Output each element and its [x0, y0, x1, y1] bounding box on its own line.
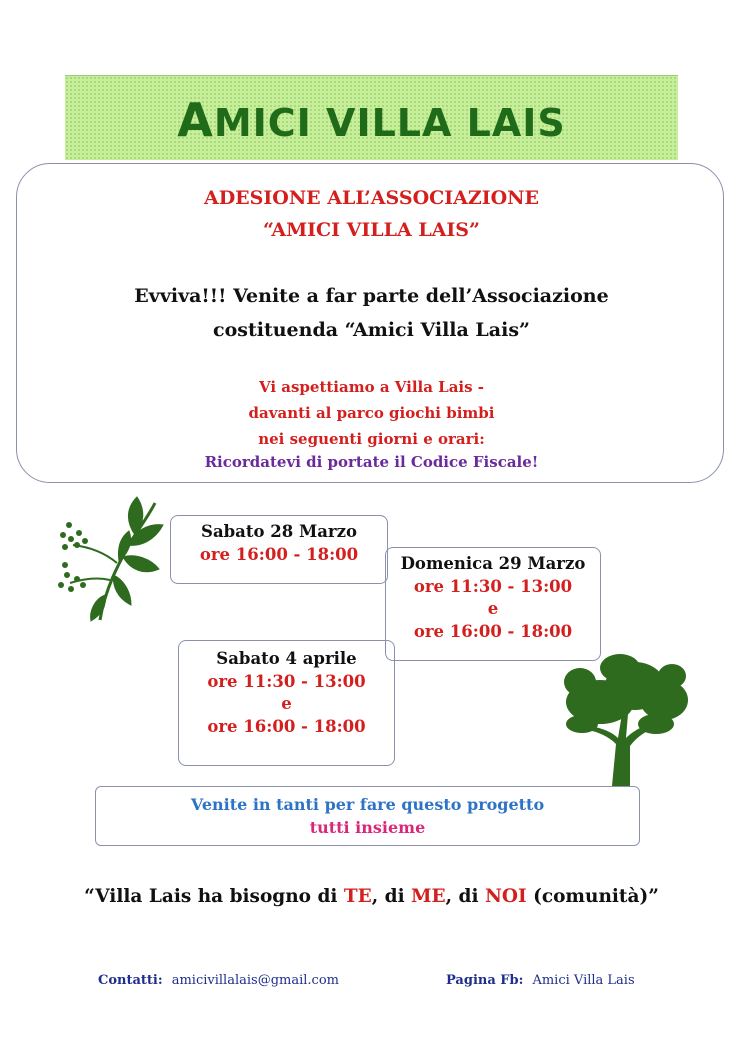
adesione-heading-line1: ADESIONE ALL’ASSOCIAZIONE	[203, 187, 540, 209]
header-banner	[65, 75, 678, 160]
aspettiamo-line2: davanti al parco giochi bimbi	[248, 404, 495, 422]
tree-icon	[560, 652, 690, 786]
invite-box	[95, 786, 640, 846]
aspettiamo-line1: Vi aspettiamo a Villa Lais -	[258, 378, 485, 396]
fb-label: Pagina Fb:	[446, 973, 524, 988]
codice-fiscale-reminder: Ricordatevi di portate il Codice Fiscale!	[204, 453, 539, 471]
schedule-day: Domenica 29 Marzo	[400, 554, 586, 573]
slogan-me: ME	[411, 886, 446, 907]
contacts-email[interactable]: amicivillalais@gmail.com	[171, 973, 339, 988]
schedule-card-sabato-4-aprile	[178, 640, 395, 766]
schedule-day: Sabato 28 Marzo	[201, 522, 357, 541]
adesione-heading-line2: “AMICI VILLA LAIS”	[263, 219, 480, 241]
schedule-day: Sabato 4 aprile	[216, 649, 357, 668]
schedule-card-domenica-29-marzo	[385, 547, 601, 661]
contacts-label: Contatti:	[98, 973, 163, 988]
evviva-line1: Evviva!!! Venite a far parte dell’Associazione	[134, 285, 609, 307]
schedule-separator: e	[487, 599, 499, 618]
fb-page-name[interactable]: Amici Villa Lais	[532, 973, 635, 988]
schedule-time: ore 16:00 - 18:00	[207, 716, 366, 736]
slogan-noi: NOI	[484, 886, 527, 907]
schedule-time: ore 11:30 - 13:00	[413, 576, 573, 596]
slogan-te: TE	[343, 886, 372, 907]
schedule-time: ore 16:00 - 18:00	[413, 621, 573, 641]
slogan: “Villa Lais ha bisogno di TE, di ME, di NOI (comunità)”	[84, 886, 659, 907]
leaf-branch-icon	[55, 495, 165, 625]
schedule-time: ore 11:30 - 13:00	[207, 671, 366, 691]
invite-line1: Venite in tanti per fare questo progetto	[190, 795, 545, 814]
footer-contacts	[98, 973, 339, 988]
aspettiamo-line3: nei seguenti giorni e orari:	[258, 430, 485, 448]
schedule-time: ore 16:00 - 18:00	[199, 544, 359, 564]
footer-facebook	[446, 973, 635, 988]
invite-line2: tutti insieme	[309, 818, 426, 837]
header-title: AMICI VILLA LAIS	[177, 93, 566, 147]
evviva-line2: costituenda “Amici Villa Lais”	[213, 319, 530, 341]
schedule-card-sabato-28-marzo	[170, 515, 388, 584]
schedule-separator: e	[281, 694, 292, 713]
